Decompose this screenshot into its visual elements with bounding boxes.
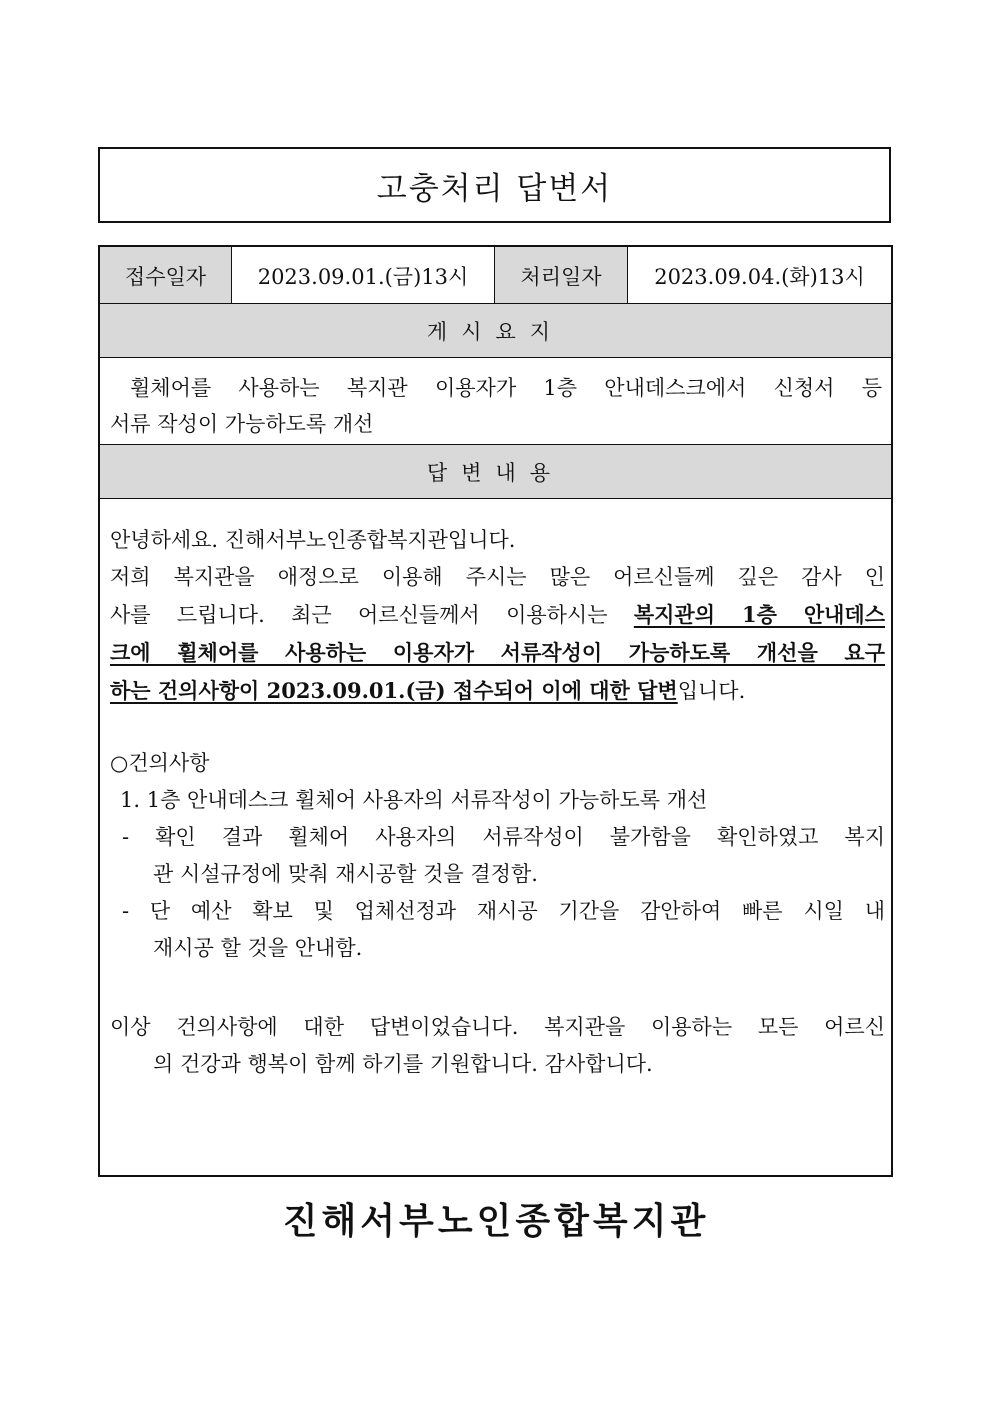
answer-line <box>110 596 885 634</box>
answer-heading: 답변내용 <box>100 444 891 499</box>
suggestion-section <box>110 745 885 967</box>
answer-text: 사를 드립니다. 최근 어르신들께서 이용하시는 <box>110 603 634 627</box>
summary-text <box>110 370 882 442</box>
info-row <box>100 247 891 305</box>
closing-line: 이상 건의사항에 대한 답변이었습니다. 복지관을 이용하는 모든 어르신 <box>110 1015 885 1039</box>
answer-line <box>110 672 885 710</box>
closing-section <box>110 1009 885 1083</box>
form-table <box>98 245 893 1177</box>
received-date-value: 2023.09.01.(금)13시 <box>232 247 495 304</box>
greeting-text: 안녕하세요. 진해서부노인종합복지관입니다. <box>110 528 516 552</box>
bullet-line: 재시공 할 것을 안내함. <box>153 936 363 960</box>
closing-line: 의 건강과 행복이 함께 하기를 기원합니다. 감사합니다. <box>153 1052 653 1076</box>
title-box <box>98 147 891 223</box>
suggestion-item: 1. 1층 안내데스크 휠체어 사용자의 서류작성이 가능하도록 개선 <box>120 788 708 812</box>
section-title: ○건의사항 <box>110 751 210 775</box>
document-title: 고충처리 답변서 <box>376 170 613 207</box>
answer-text: 입니다. <box>677 679 746 703</box>
organization-name: 진해서부노인종합복지관 <box>282 1200 710 1242</box>
bullet-line: 관 시설규정에 맞춰 재시공할 것을 결정함. <box>153 862 538 886</box>
answer-body <box>110 522 885 710</box>
processed-date-value: 2023.09.04.(화)13시 <box>654 264 865 289</box>
answer-line <box>110 634 885 672</box>
highlighted-text: 하는 건의사항이 2023.09.01.(금) 접수되어 이에 대한 답변 <box>110 678 678 703</box>
bullet-line: - 확인 결과 휠체어 사용자의 서류작성이 불가함을 확인하였고 복지 <box>122 825 885 849</box>
summary-heading: 게시요지 <box>100 303 891 358</box>
received-date-label: 접수일자 <box>100 247 232 304</box>
summary-line: 서류 작성이 가능하도록 개선 <box>110 412 374 436</box>
answer-line: 저희 복지관을 애정으로 이용해 주시는 많은 어르신들께 깊은 감사 인 <box>110 565 885 589</box>
summary-line: 휠체어를 사용하는 복지관 이용자가 1층 안내데스크에서 신청서 등 <box>130 376 882 400</box>
processed-date-label: 처리일자 <box>495 247 628 304</box>
highlighted-text: 복지관의 1층 안내데스 <box>633 602 885 627</box>
highlighted-text: 크에 휠체어를 사용하는 이용자가 서류작성이 가능하도록 개선을 요구 <box>110 640 885 665</box>
bullet-line: - 단 예산 확보 및 업체선정과 재시공 기간을 감안하여 빠른 시일 내 <box>122 899 885 923</box>
